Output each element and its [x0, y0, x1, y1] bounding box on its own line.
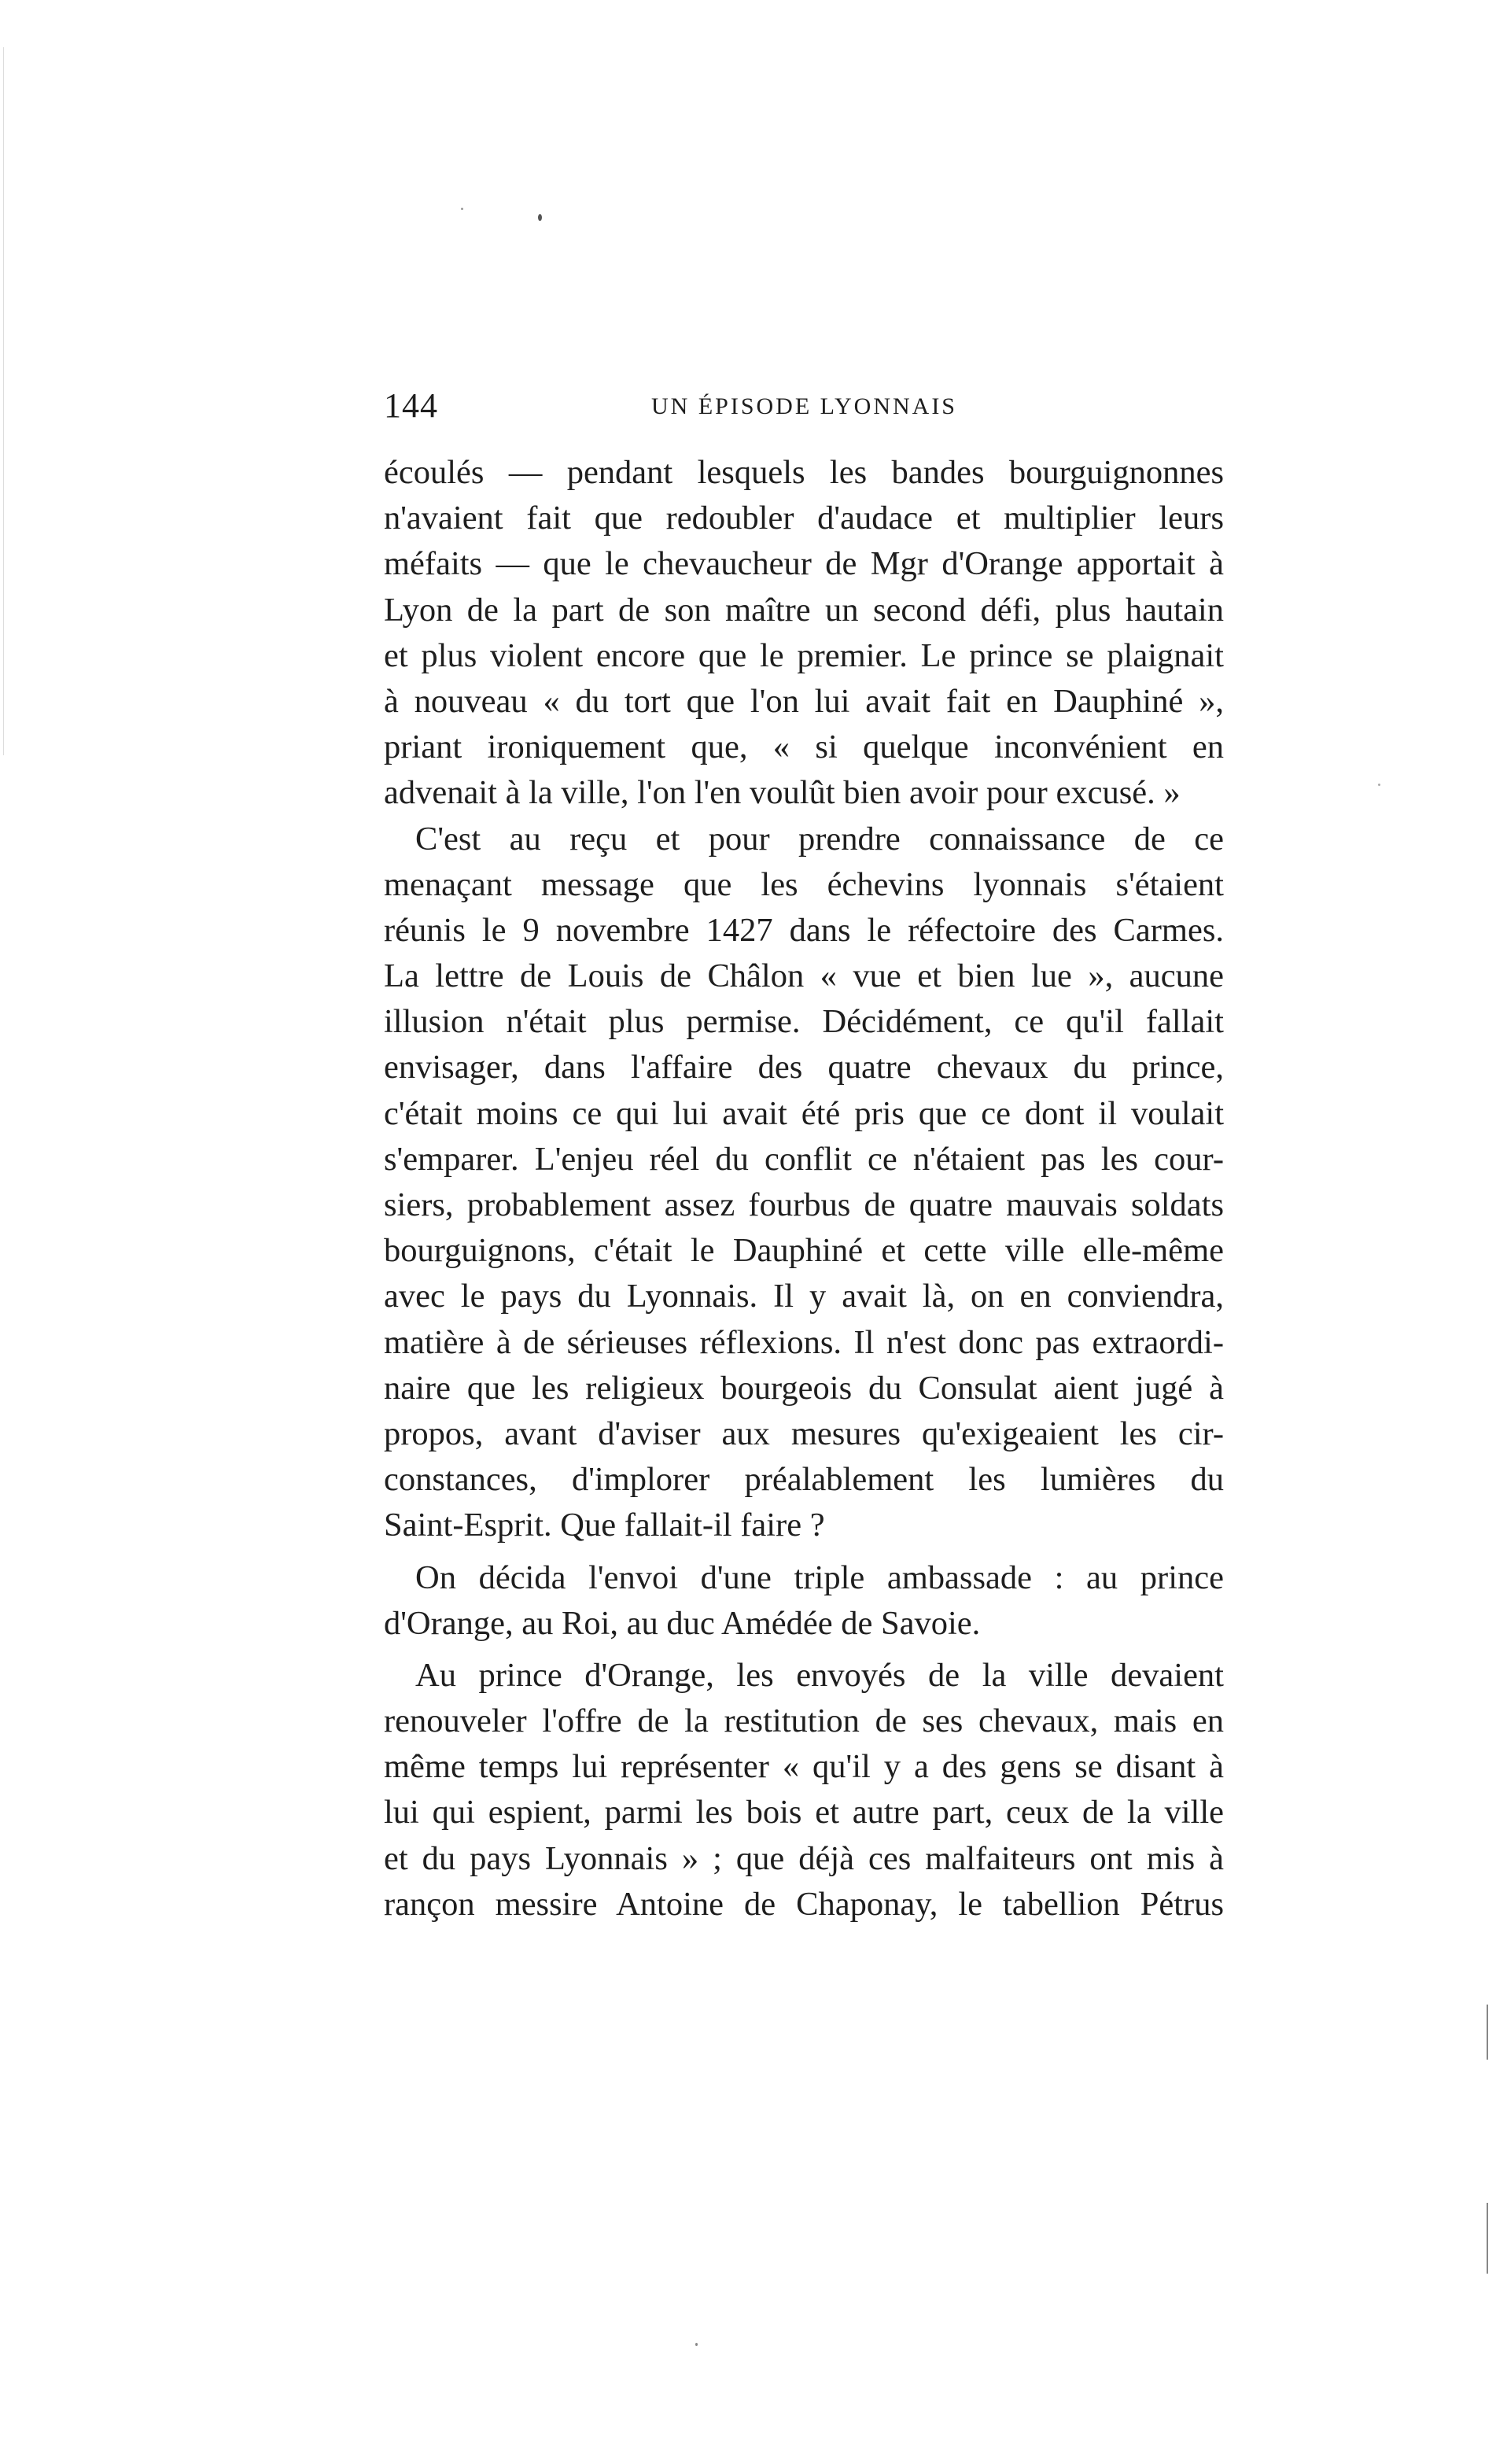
text-line: bourguignons, c'était le Dauphiné et cette ville elle-même [384, 1232, 1224, 1270]
text-line: siers, probablement assez fourbus de quatre mauvais soldats [384, 1186, 1224, 1223]
text-line: rançon messire Antoine de Chaponay, le tabellion Pétrus [384, 1885, 1224, 1923]
body-text [384, 450, 1224, 1927]
text-line: matière à de sérieuses réflexions. Il n'est donc pas extraordi- [384, 1323, 1224, 1361]
scan-speck [1378, 784, 1380, 786]
text-line: On décida l'envoi d'une triple ambassade : au prince [415, 1558, 1224, 1596]
text-line: à nouveau « du tort que l'on lui avait fait en Dauphiné », [384, 682, 1224, 720]
text-line: Lyon de la part de son maître un second défi, plus hautain [384, 591, 1224, 629]
text-line: et du pays Lyonnais » ; que déjà ces malfaiteurs ont mis à [384, 1839, 1224, 1877]
text-line: d'Orange, au Roi, au duc Amédée de Savoie. [384, 1604, 981, 1642]
text-line: propos, avant d'aviser aux mesures qu'exigeaient les cir- [384, 1415, 1224, 1452]
running-head [384, 385, 1224, 433]
text-line: illusion n'était plus permise. Décidément, ce qu'il fallait [384, 1003, 1224, 1041]
scan-speck [538, 214, 542, 221]
text-line: c'était moins ce qui lui avait été pris que ce dont il voulait [384, 1094, 1224, 1132]
text-line: n'avaient fait que redoubler d'audace et multiplier leurs [384, 500, 1224, 537]
text-line: avec le pays du Lyonnais. Il y avait là, on en conviendra, [384, 1278, 1224, 1315]
text-line: naire que les religieux bourgeois du Consulat aient jugé à [384, 1369, 1224, 1407]
scan-edge-mark [3, 47, 4, 755]
text-line: Saint-Esprit. Que fallait-il faire ? [384, 1507, 825, 1544]
text-line: C'est au reçu et pour prendre connaissance de ce [415, 820, 1224, 858]
text-line: même temps lui représenter « qu'il y a des gens se disant à [384, 1748, 1224, 1786]
text-line: écoulés — pendant lesquels les bandes bourguignonnes [384, 454, 1224, 491]
scan-edge-mark [1487, 2203, 1488, 2274]
text-line: priant ironiquement que, « si quelque inconvénient en [384, 729, 1224, 766]
text-line: lui qui espient, parmi les bois et autre part, ceux de la ville [384, 1794, 1224, 1831]
text-line: constances, d'implorer préalablement les lumières du [384, 1461, 1224, 1499]
paragraph-gap [384, 1647, 1224, 1653]
text-line: menaçant message que les échevins lyonnais s'étaient [384, 865, 1224, 903]
text-line: réunis le 9 novembre 1427 dans le réfectoire des Carmes. [384, 911, 1224, 949]
paragraph-gap [384, 1549, 1224, 1555]
text-line: renouveler l'offre de la restitution de ses chevaux, mais en [384, 1702, 1224, 1740]
scan-speck [695, 2343, 698, 2346]
scan-edge-mark [1487, 2005, 1488, 2060]
text-line: Au prince d'Orange, les envoyés de la ville devaient [415, 1656, 1224, 1694]
text-line: et plus violent encore que le premier. Le prince se plaignait [384, 636, 1224, 674]
page-number: 144 [384, 386, 438, 425]
text-line: advenait à la ville, l'on l'en voulût bien avoir pour excusé. » [384, 774, 1181, 812]
text-line: s'emparer. L'enjeu réel du conflit ce n'étaient pas les cour- [384, 1140, 1224, 1178]
text-line: envisager, dans l'affaire des quatre chevaux du prince, [384, 1049, 1224, 1086]
text-line: La lettre de Louis de Châlon « vue et bien lue », aucune [384, 957, 1224, 995]
scan-speck [461, 208, 463, 210]
text-line: méfaits — que le chevaucheur de Mgr d'Orange apportait à [384, 545, 1224, 583]
running-title: UN ÉPISODE LYONNAIS [651, 393, 957, 419]
